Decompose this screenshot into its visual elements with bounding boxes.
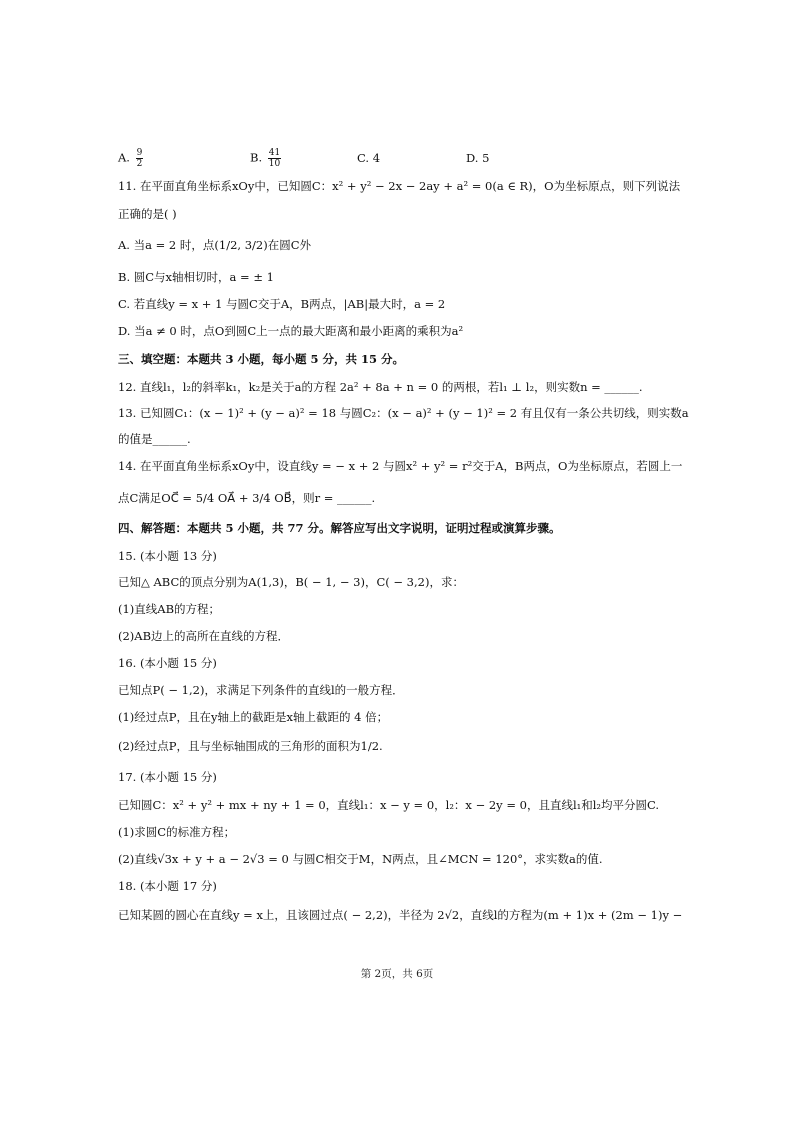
q16-stem: 已知点P( − 1,2)，求满足下列条件的直线l的一般方程． <box>118 683 404 697</box>
option-b-numerator: 41 <box>268 148 281 158</box>
q11-stem-line2: 正确的是( ) <box>118 207 177 221</box>
q11-option-a: A. 当a = 2 时，点(1/2, 3/2)在圆C外 <box>118 238 311 252</box>
q12: 12. 直线l₁，l₂的斜率k₁，k₂是关于a的方程 2a² + 8a + n = 0 的两根，若l₁ ⊥ l₂，则实数n = ______. <box>118 380 643 394</box>
q15-part1: (1)直线AB的方程； <box>118 602 221 616</box>
q14-line1: 14. 在平面直角坐标系xOy中，设直线y = − x + 2 与圆x² + y² = r²交于A，B两点，O为坐标原点，若圆上一 <box>118 459 683 473</box>
option-a-label: A. <box>118 150 130 165</box>
q15-part2: (2)AB边上的高所在直线的方程． <box>118 629 290 643</box>
q11-option-d: D. 当a ≠ 0 时，点O到圆C上一点的最大距离和最小距离的乘积为a² <box>118 324 464 338</box>
option-a-fraction <box>136 148 144 169</box>
section-3-heading: 三、填空题：本题共 3 小题，每小题 5 分，共 15 分。 <box>118 352 405 366</box>
q13-line1: 13. 已知圆C₁：(x − 1)² + (y − a)² = 18 与圆C₂：(x − a)² + (y − 1)² = 2 有且仅有一条公共切线，则实数a <box>118 406 689 420</box>
option-a-numerator: 9 <box>136 148 143 158</box>
option-b-label: B. <box>250 150 263 165</box>
q13-line2: 的值是______. <box>118 432 191 446</box>
q16-part1: (1)经过点P，且在y轴上的截距是x轴上截距的 4 倍； <box>118 710 389 724</box>
q17-part2: (2)直线√3x + y + a − 2√3 = 0 与圆C相交于M，N两点，且∠MCN = 120°，求实数a的值. <box>118 852 603 866</box>
q16-heading: 16. (本小题 15 分) <box>118 656 217 670</box>
option-b-denominator: 10 <box>268 159 281 169</box>
q14-line2: 点C满足OC⃗ = 5/4 OA⃗ + 3/4 OB⃗，则r = ______. <box>118 491 376 505</box>
option-d: D. 5 <box>466 151 490 165</box>
option-c: C. 4 <box>357 151 381 165</box>
q18-stem: 已知某圆的圆心在直线y = x上，且该圆过点( − 2,2)，半径为 2√2，直线l的方程为(m + 1)x + (2m − 1)y − <box>118 908 683 922</box>
q15-heading: 15. (本小题 13 分) <box>118 549 217 563</box>
q18-heading: 18. (本小题 17 分) <box>118 879 217 893</box>
page-footer: 第 2页，共 6页 <box>360 968 434 980</box>
q11-option-b: B. 圆C与x轴相切时，a = ± 1 <box>118 270 274 284</box>
section-4-heading: 四、解答题：本题共 5 小题，共 77 分。解答应写出文字说明，证明过程或演算步骤。 <box>118 521 561 535</box>
option-b-fraction <box>268 148 281 169</box>
q17-part1: (1)求圆C的标准方程； <box>118 825 236 839</box>
q17-heading: 17. (本小题 15 分) <box>118 770 217 784</box>
q15-stem: 已知△ ABC的顶点分别为A(1,3)，B( − 1, − 3)，C( − 3,2)，求： <box>118 575 464 589</box>
q11-stem-line1: 11. 在平面直角坐标系xOy中，已知圆C：x² + y² − 2x − 2ay + a² = 0(a ∈ R)，O为坐标原点，则下列说法 <box>118 179 681 193</box>
option-a <box>118 148 143 169</box>
q17-stem: 已知圆C：x² + y² + mx + ny + 1 = 0，直线l₁：x − y = 0，l₂：x − 2y = 0，且直线l₁和l₂均平分圆C. <box>118 798 660 812</box>
option-a-denominator: 2 <box>136 159 143 169</box>
option-b <box>250 148 281 169</box>
q11-option-c: C. 若直线y = x + 1 与圆C交于A，B两点，|AB|最大时，a = 2 <box>118 297 446 311</box>
q16-part2: (2)经过点P，且与坐标轴围成的三角形的面积为1/2. <box>118 739 383 753</box>
